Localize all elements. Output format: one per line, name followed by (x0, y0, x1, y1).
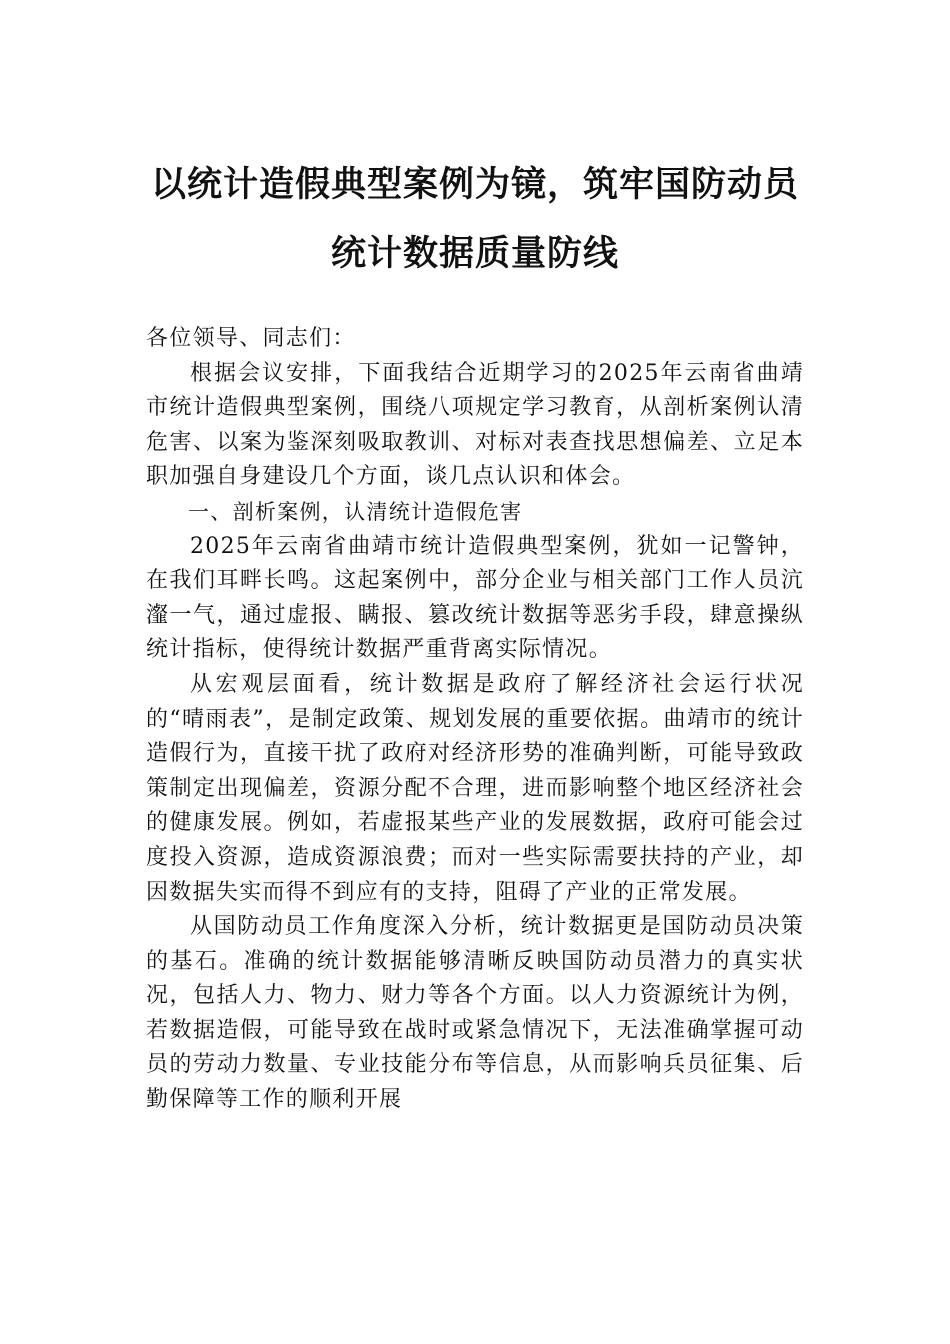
paragraph-defense-view: 从国防动员工作角度深入分析，统计数据更是国防动员决策的基石。准确的统计数据能够清晰反映国防动员潜力的真实状况，包括人力、物力、财力等各个方面。以人力资源统计为例，若数据造假，可能导致在战时或紧急情况下，无法准确掌握可动员的劳动力数量、专业技能分布等信息，从而影响兵员征集、后勤保障等工作的顺利开展 (146, 914, 804, 1113)
paragraph-macro-view: 从宏观层面看，统计数据是政府了解经济社会运行状况的“晴雨表”，是制定政策、规划发展的重要依据。曲靖市的统计造假行为，直接干扰了政府对经济形势的准确判断，可能导致政策制定出现偏差，资源分配不合理，进而影响整个地区经济社会的健康发展。例如，若虚报某些产业的发展数据，政府可能会过度投入资源，造成资源浪费；而对一些实际需要扶持的产业，却因数据失实而得不到应有的支持，阻碍了产业的正常发展。 (146, 671, 804, 905)
section-heading-1: 一、剖析案例，认清统计造假危害 (188, 499, 523, 524)
paragraph-intro: 根据会议安排，下面我结合近期学习的2025年云南省曲靖市统计造假典型案例，围绕八项规定学习教育，从剖析案例认清危害、以案为鉴深刻吸取教训、对标对表查找思想偏差、立足本职加强自身建设几个方面，谈几点认识和体会。 (146, 360, 804, 490)
document-title-line-1: 以统计造假典型案例为镜，筑牢国防动员 (150, 164, 799, 205)
document-title-line-2: 统计数据质量防线 (330, 233, 619, 274)
document-body (146, 322, 804, 1118)
paragraph-case-overview: 2025年云南省曲靖市统计造假典型案例，犹如一记警钟，在我们耳畔长鸣。这起案例中，部分企业与相关部门工作人员沆瀣一气，通过虚报、瞒报、篡改统计数据等恶劣手段，肆意操纵统计指标，使得统计数据严重背离实际情况。 (146, 533, 804, 663)
salutation: 各位领导、同志们： (146, 326, 356, 351)
